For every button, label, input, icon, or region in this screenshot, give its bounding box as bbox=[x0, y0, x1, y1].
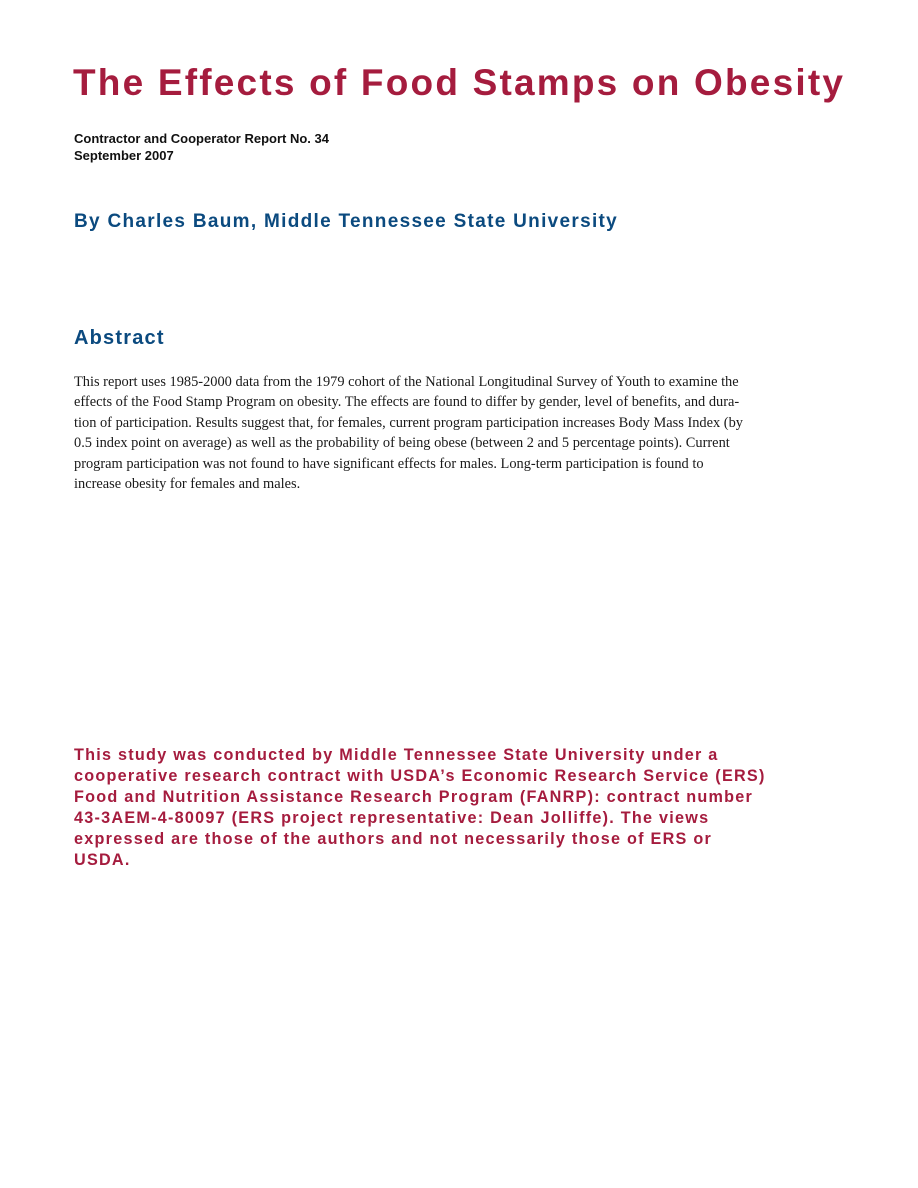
abstract-line: increase obesity for females and males. bbox=[74, 476, 301, 493]
contract-note-line: Food and Nutrition Assistance Research Program (FANRP): contract number bbox=[74, 788, 754, 806]
abstract-line: tion of participation. Results suggest that, for females, current program participation increases Body Mass Index (by bbox=[74, 414, 743, 431]
abstract-line: 0.5 index point on average) as well as the probability of being obese (between 2 and 5 percentage points). Current bbox=[74, 435, 730, 452]
contract-note-line: cooperative research contract with USDA’s Economic Research Service (ERS) bbox=[74, 767, 766, 785]
contract-note-line: 43-3AEM-4-80097 (ERS project representative: Dean Jolliffe). The views bbox=[74, 809, 710, 827]
author-byline: By Charles Baum, Middle Tennessee State University bbox=[74, 211, 619, 232]
abstract-body bbox=[74, 372, 846, 494]
report-number: Contractor and Cooperator Report No. 34 bbox=[74, 131, 329, 146]
abstract-line: This report uses 1985-2000 data from the 1979 cohort of the National Longitudinal Survey of Youth to examine the bbox=[74, 374, 739, 390]
contract-note-line: expressed are those of the authors and not necessarily those of ERS or bbox=[74, 830, 713, 848]
abstract-heading: Abstract bbox=[74, 327, 165, 349]
report-title: The Effects of Food Stamps on Obesity bbox=[73, 62, 846, 103]
report-meta bbox=[74, 130, 329, 164]
abstract-line: program participation was not found to have significant effects for males. Long-term participation is found to bbox=[74, 455, 704, 472]
contract-note-line: USDA. bbox=[74, 851, 131, 869]
contract-note-line: This study was conducted by Middle Tennessee State University under a bbox=[74, 746, 719, 764]
contract-note bbox=[74, 745, 854, 871]
abstract-line: effects of the Food Stamp Program on obesity. The effects are found to differ by gender, level of benefits, and dura- bbox=[74, 394, 740, 411]
report-date: September 2007 bbox=[74, 148, 174, 163]
